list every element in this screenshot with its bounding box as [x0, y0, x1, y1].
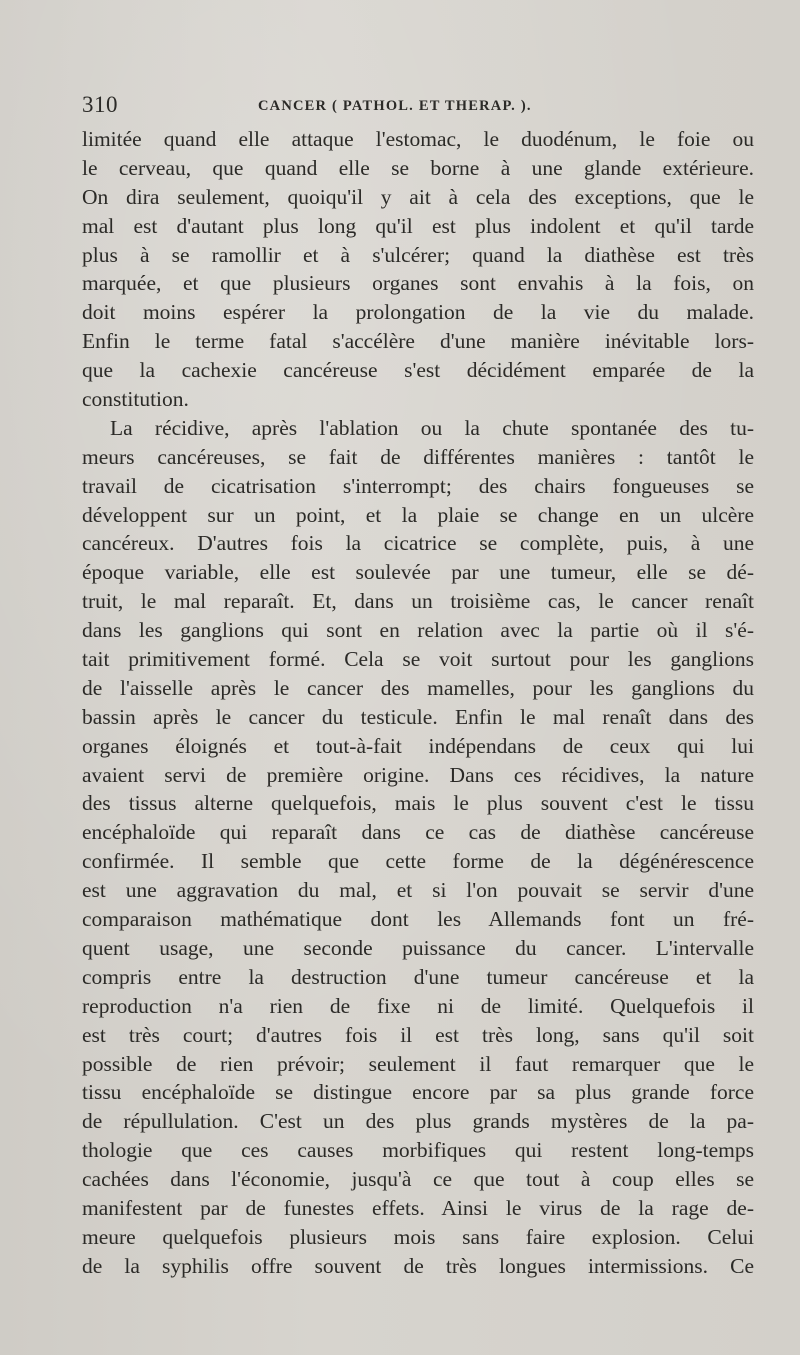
text-line: est une aggravation du mal, et si l'on pouvait se servir d'une — [82, 878, 754, 903]
text-line: que la cachexie cancéreuse s'est décidément emparée de la — [82, 358, 754, 383]
text-line: meurs cancéreuses, se fait de différentes manières : tantôt le — [82, 444, 754, 469]
text-line: cachées dans l'économie, jusqu'à ce que tout à coup elles se — [82, 1167, 754, 1192]
text-line: de la syphilis offre souvent de très longues intermissions. Ce — [82, 1253, 754, 1278]
text-line: plus à se ramollir et à s'ulcérer; quand la diathèse est très — [82, 242, 754, 267]
text-line: bassin après le cancer du testicule. Enfin le mal renaît dans des — [82, 704, 754, 729]
text-line: thologie que ces causes morbifiques qui restent long-temps — [82, 1138, 754, 1163]
text-line: manifestent par de funestes effets. Ainsi le virus de la rage de- — [82, 1195, 754, 1220]
text-line: avaient servi de première origine. Dans ces récidives, la nature — [82, 762, 754, 787]
text-line: meure quelquefois plusieurs mois sans faire explosion. Celui — [82, 1224, 754, 1249]
text-line: Enfin le terme fatal s'accélère d'une manière inévitable lors- — [82, 329, 754, 354]
text-line: de répullulation. C'est un des plus grands mystères de la pa- — [82, 1109, 754, 1134]
text-line: époque variable, elle est soulevée par une tumeur, elle se dé- — [82, 560, 754, 585]
text-line: des tissus alterne quelquefois, mais le plus souvent c'est le tissu — [82, 791, 754, 816]
running-head: CANCER ( PATHOL. ET THERAP. ). — [258, 98, 532, 114]
text-line: confirmée. Il semble que cette forme de la dégénérescence — [82, 849, 754, 874]
text-line: dans les ganglions qui sont en relation avec la partie où il s'é- — [82, 618, 754, 643]
text-line: développent sur un point, et la plaie se change en un ulcère — [82, 502, 754, 527]
text-line: La récidive, après l'ablation ou la chute spontanée des tu- — [110, 415, 754, 440]
text-line: cancéreux. D'autres fois la cicatrice se complète, puis, à une — [82, 531, 754, 556]
text-line: organes éloignés et tout-à-fait indépendans de ceux qui lui — [82, 733, 754, 758]
text-line: le cerveau, que quand elle se borne à une glande extérieure. — [82, 155, 754, 180]
page-number: 310 — [82, 92, 118, 117]
body-text — [82, 125, 754, 1281]
text-line: constitution. — [82, 387, 189, 412]
text-line: comparaison mathématique dont les Allemands font un fré- — [82, 907, 754, 932]
text-line: doit moins espérer la prolongation de la vie du malade. — [82, 300, 754, 325]
text-line: marquée, et que plusieurs organes sont envahis à la fois, on — [82, 271, 754, 296]
text-line: compris entre la destruction d'une tumeur cancéreuse et la — [82, 964, 754, 989]
text-line: travail de cicatrisation s'interrompt; des chairs fongueuses se — [82, 473, 754, 498]
text-line: limitée quand elle attaque l'estomac, le duodénum, le foie ou — [82, 127, 754, 151]
page-header — [82, 92, 754, 128]
text-line: On dira seulement, quoiqu'il y ait à cela des exceptions, que le — [82, 184, 754, 209]
text-line: tissu encéphaloïde se distingue encore par sa plus grande force — [82, 1080, 754, 1105]
text-line: truit, le mal reparaît. Et, dans un troisième cas, le cancer renaît — [82, 589, 754, 614]
text-line: mal est d'autant plus long qu'il est plus indolent et qu'il tarde — [82, 213, 754, 238]
text-line: encéphaloïde qui reparaît dans ce cas de diathèse cancéreuse — [82, 820, 754, 845]
text-line: quent usage, une seconde puissance du cancer. L'intervalle — [82, 935, 754, 960]
text-line: reproduction n'a rien de fixe ni de limité. Quelquefois il — [82, 993, 754, 1018]
text-line: possible de rien prévoir; seulement il faut remarquer que le — [82, 1051, 754, 1076]
text-line: est très court; d'autres fois il est très long, sans qu'il soit — [82, 1022, 754, 1047]
text-line: tait primitivement formé. Cela se voit surtout pour les ganglions — [82, 647, 754, 672]
text-line: de l'aisselle après le cancer des mamelles, pour les ganglions du — [82, 675, 754, 700]
